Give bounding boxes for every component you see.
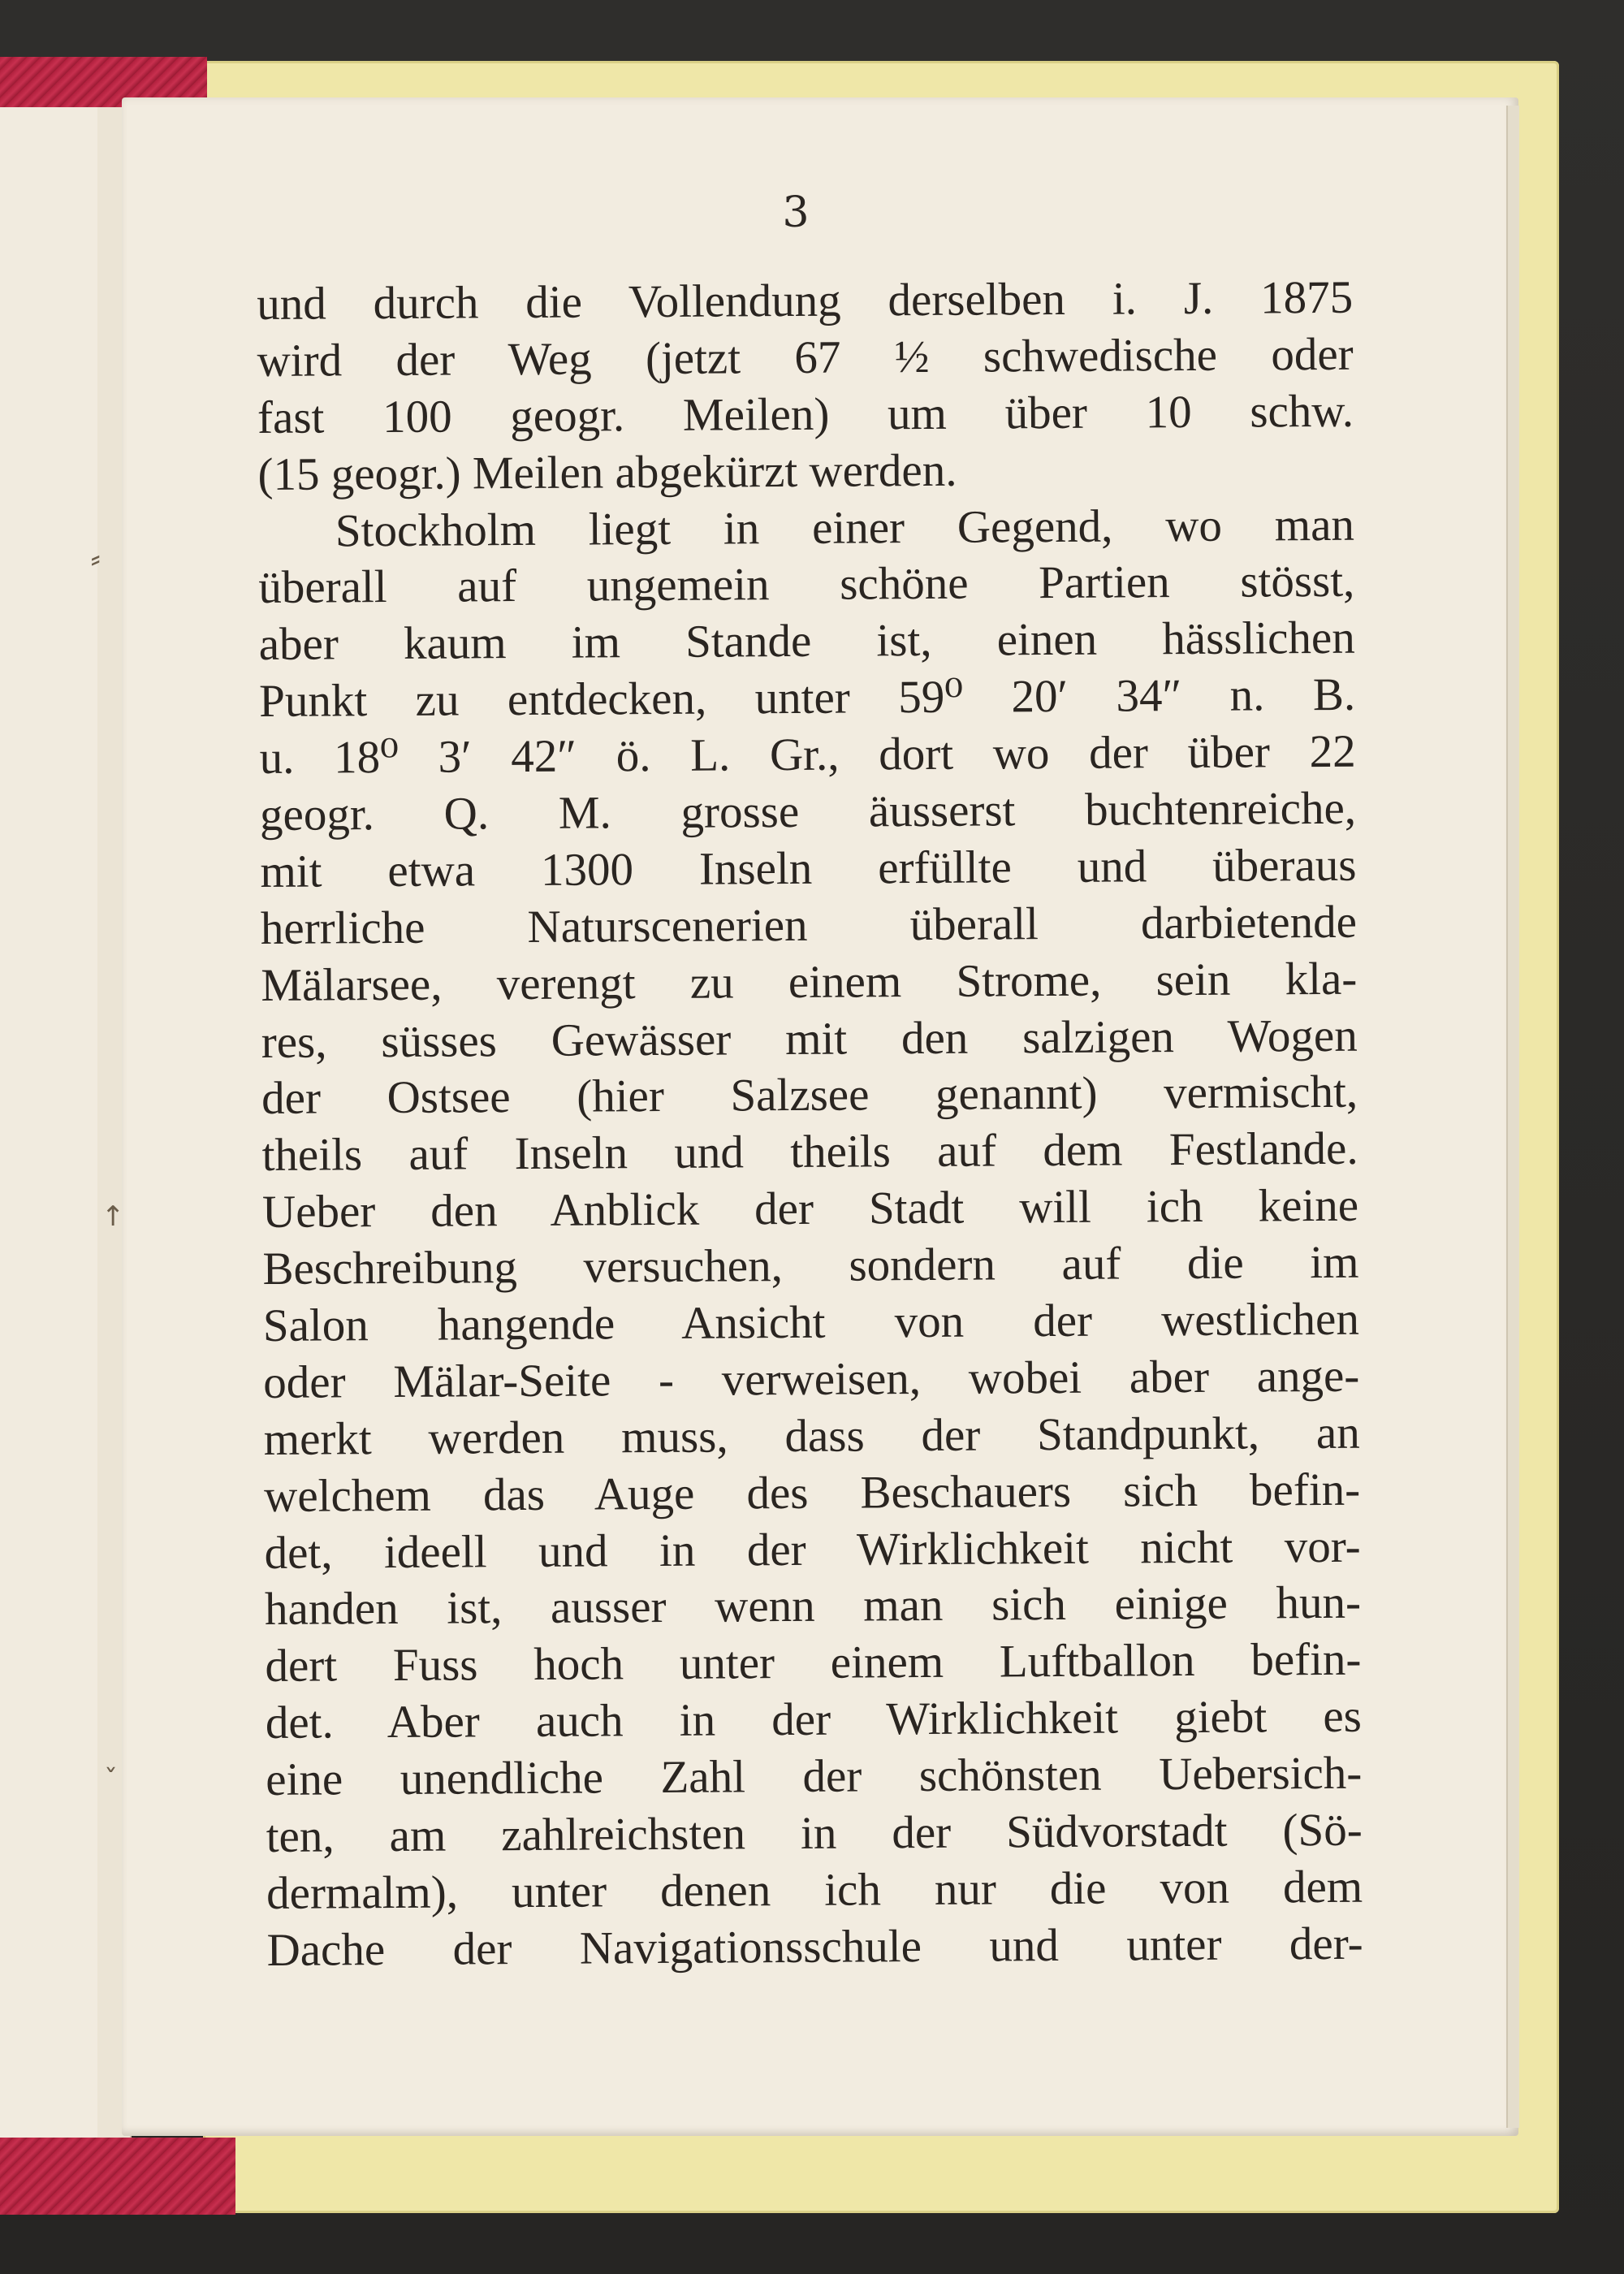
page-number: 3: [782, 188, 810, 237]
text-line: (15 geogr.) Meilen abgekürzt werden.: [257, 444, 957, 500]
text-line: merkt werden muss, dass der Standpunkt, an: [263, 1407, 1360, 1465]
text-line: Salon hangende Ansicht von der westlichen: [262, 1293, 1360, 1352]
text-line: geogr. Q. M. grosse äusserst buchtenreiche,: [259, 782, 1357, 841]
text-line: Beschreibung versuchen, sondern auf die im: [262, 1236, 1359, 1295]
text-line: eine unendliche Zahl der schönsten Uebersich-: [266, 1747, 1363, 1806]
text-line: det, ideell und in der Wirklichkeit nicht vor-: [264, 1520, 1361, 1579]
text-line: dermalm), unter denen ich nur die von dem: [266, 1861, 1363, 1919]
text-line: überall auf ungemein schöne Partien stösst,: [258, 556, 1355, 614]
text-line: Dache der Navigationsschule und unter der-: [266, 1917, 1363, 1976]
text-line: Mälarsee, verengt zu einem Strome, sein kla-: [261, 953, 1358, 1011]
body-text: [257, 270, 1363, 1979]
margin-mark: ˇ: [104, 1764, 118, 1796]
text-line: der Ostsee (hier Salzsee genannt) vermischt,: [261, 1066, 1358, 1125]
text-line: det. Aber auch in der Wirklichkeit giebt es: [265, 1690, 1363, 1749]
text-line: mit etwa 1300 Inseln erfüllte und überaus: [260, 839, 1357, 897]
binding-cloth-bottom: [0, 2138, 235, 2215]
margin-mark: ↑: [102, 1200, 125, 1233]
text-line: handen ist, ausser wenn man sich einige hun-: [264, 1577, 1362, 1636]
text-line: Ueber den Anblick der Stadt will ich keine: [261, 1179, 1359, 1239]
text-line: Punkt zu entdecken, unter 59⁰ 20′ 34″ n. B.: [259, 668, 1356, 728]
text-line: aber kaum im Stande ist, einen hässlichen: [258, 612, 1355, 671]
text-line: res, süsses Gewässer mit den salzigen Wogen: [261, 1009, 1358, 1068]
text-line: u. 18⁰ 3′ 42″ ö. L. Gr., dort wo der über 22: [259, 725, 1356, 785]
page-edge: [1506, 106, 1519, 2128]
text-line: und durch die Vollendung derselben i. J. 1875: [257, 271, 1354, 330]
text-line: herrliche Naturscenerien überall darbietende: [260, 896, 1358, 954]
text-line: fast 100 geogr. Meilen) um über 10 schw.: [257, 385, 1354, 443]
text-line: wird der Weg (jetzt 67 ½ schwedische oder: [257, 328, 1354, 387]
margin-mark: ⸗: [91, 543, 101, 575]
text-line: welchem das Auge des Beschauers sich befin-: [263, 1463, 1361, 1522]
text-line: oder Mälar-Seite - verweisen, wobei aber ange-: [263, 1350, 1360, 1408]
text-line: ten, am zahlreichsten in der Südvorstadt (Sö-: [266, 1804, 1363, 1863]
text-line: dert Fuss hoch unter einem Luftballon befin-: [265, 1634, 1362, 1693]
text-line: theils auf Inseln und theils auf dem Festlande.: [261, 1123, 1358, 1182]
paragraph-start-line: Stockholm liegt in einer Gegend, wo man: [335, 499, 1355, 556]
